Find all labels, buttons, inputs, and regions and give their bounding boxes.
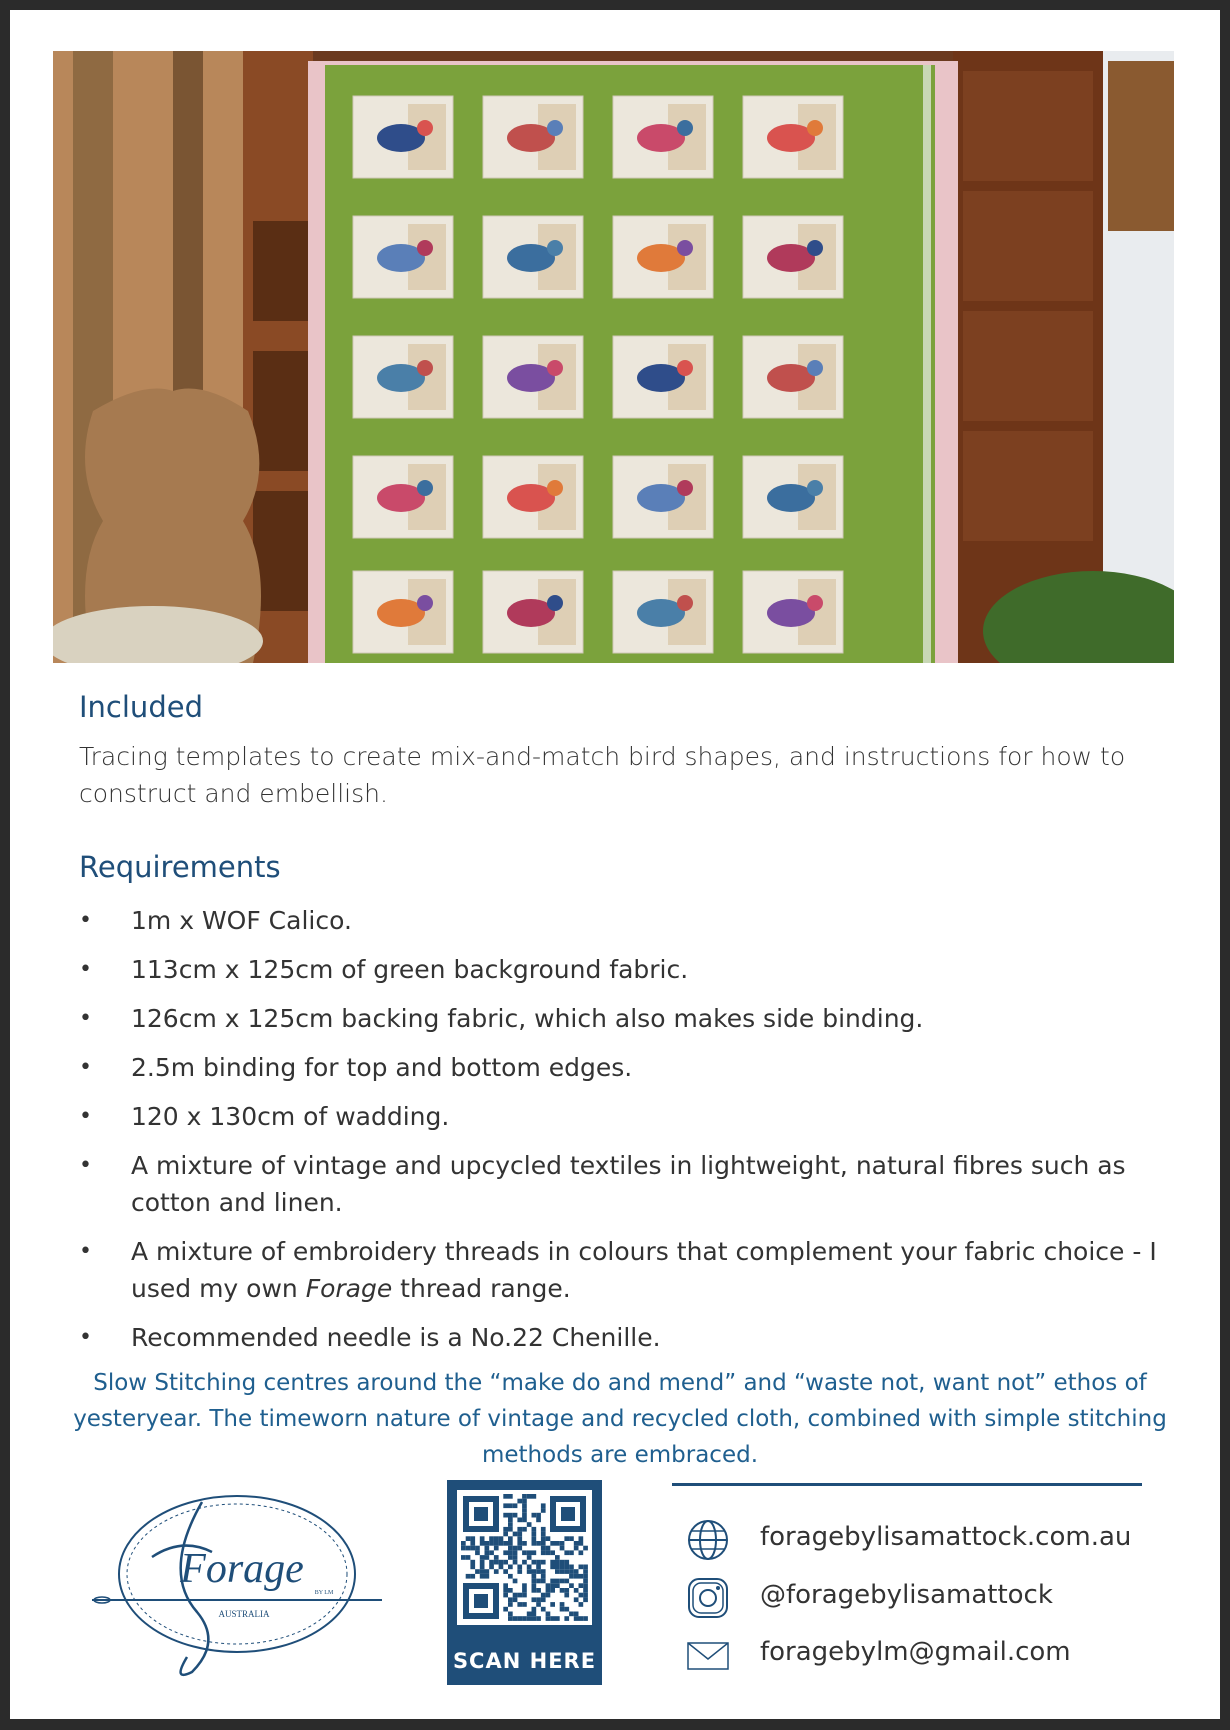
email-link[interactable] — [686, 1627, 1156, 1681]
contact-divider — [672, 1483, 1142, 1486]
logo-wordmark: Forage — [180, 1546, 304, 1592]
scan-here-label: SCAN HERE — [452, 1649, 597, 1673]
website-text: foragebylisamattock.com.au — [760, 1522, 1132, 1552]
forage-emphasis: Forage — [305, 1274, 393, 1303]
requirement-text: A mixture of embroidery threads in colours that complement your fabric choice - I used my own — [131, 1237, 1157, 1303]
instagram-link[interactable] — [686, 1570, 1156, 1624]
globe-icon — [686, 1518, 730, 1562]
logo-subtitle: AUSTRALIA — [218, 1609, 270, 1619]
logo-mark: BY LM — [314, 1590, 334, 1596]
website-link[interactable] — [686, 1512, 1156, 1566]
requirement-item: • 2.5m binding for top and bottom edges. — [79, 1049, 1159, 1086]
requirements-heading: Requirements — [79, 850, 281, 884]
email-text: foragebylm@gmail.com — [760, 1637, 1071, 1667]
instagram-text: @foragebylisamattock — [760, 1580, 1053, 1610]
requirement-item: • 113cm x 125cm of green background fabric. — [79, 951, 1159, 988]
requirement-item: • 1m x WOF Calico. — [79, 902, 1159, 939]
included-heading: Included — [79, 690, 203, 724]
requirements-list — [79, 902, 1159, 1368]
qr-matrix — [457, 1490, 592, 1625]
page — [10, 10, 1220, 1719]
included-text: Tracing templates to create mix-and-match bird shapes, and instructions for how to construct and embellish. — [79, 742, 1126, 808]
requirement-item: • A mixture of vintage and upcycled textiles in lightweight, natural fibres such as cotton and linen. — [79, 1147, 1159, 1221]
requirement-item: • Recommended needle is a No.22 Chenille. — [79, 1319, 1159, 1356]
mail-icon — [686, 1633, 730, 1677]
requirement-item: • 120 x 130cm of wadding. — [79, 1098, 1159, 1135]
requirement-text: thread range. — [392, 1274, 571, 1303]
instagram-icon — [686, 1576, 730, 1620]
quilt-photo — [53, 51, 1174, 663]
quilt-photo-illustration — [53, 51, 1174, 663]
forage-logo — [92, 1482, 382, 1682]
qr-code[interactable] — [447, 1480, 602, 1685]
requirement-item: • 126cm x 125cm backing fabric, which also makes side binding. — [79, 1000, 1159, 1037]
slow-stitching-quote: Slow Stitching centres around the “make do and mend” and “waste not, want not” ethos of yesteryear. The timeworn nature of vintage and recycled cloth, combined with simple stitching methods are embraced. — [73, 1370, 1167, 1468]
requirement-item — [79, 1233, 1159, 1307]
